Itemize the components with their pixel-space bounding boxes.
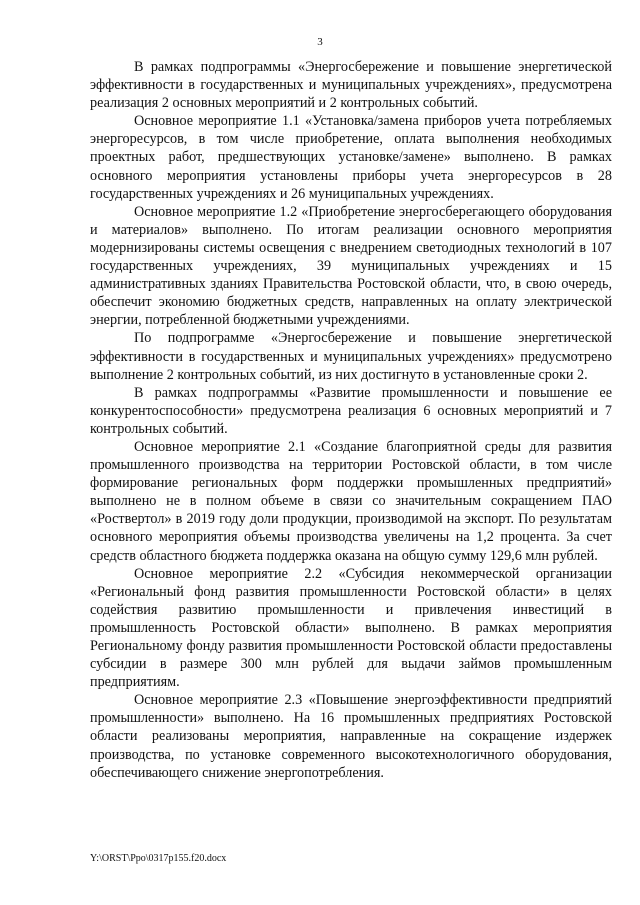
paragraph-measure-2-3: Основное мероприятие 2.3 «Повышение энергоэффективности предприятий промышленности» выполнено. На 16 промышленных предприятиях Ростовской области реализованы мероприятия, направленные на сокращение издержек производства, по установке современного высокотехнологичного оборудования, обеспечивающего снижение энергопотребления. <box>90 692 612 781</box>
document-body <box>90 58 612 782</box>
paragraph-industry-subprogram: В рамках подпрограммы «Развитие промышленности и повышение ее конкурентоспособности» предусмотрена реализация 6 основных мероприятий и 7 контрольных событий. <box>90 384 612 437</box>
paragraph-measure-2-2: Основное мероприятие 2.2 «Субсидия некоммерческой организации «Региональный фонд развития промышленности Ростовской области» в целях содействия развитию промышленности и привлечения инвестиций в промышленность Ростовской области» выполнено. В рамках мероприятия Региональному фонду развития промышленности Ростовской области предоставлены субсидии в размере 300 млн рублей для выдачи займов промышленным предприятиям. <box>90 565 612 691</box>
paragraph-control-events: По подпрограмме «Энергосбережение и повышение энергетической эффективности в государственных и муниципальных учреждениях» предусмотрено выполнение 2 контрольных событий, из них достигнуто в установленные сроки 2. <box>90 330 612 383</box>
paragraph-energy-subprogram: В рамках подпрограммы «Энергосбережение и повышение энергетической эффективности в государственных и муниципальных учреждениях», предусмотрена реализация 2 основных мероприятий и 2 контрольных событий. <box>90 59 612 112</box>
page-number: 3 <box>317 36 323 48</box>
paragraph-measure-1-1: Основное мероприятие 1.1 «Установка/замена приборов учета потребляемых энергоресурсов, в том числе приобретение, оплата выполнения необходимых проектных работ, предшествующих установке/замене» выполнено. В рамках основного мероприятия установлены приборы учета энергоресурсов в 28 государственных учреждениях и 26 муниципальных учреждениях. <box>90 113 612 202</box>
paragraph-measure-2-1: Основное мероприятие 2.1 «Создание благоприятной среды для развития промышленного производства на территории Ростовской области, в том числе формирование региональных форм поддержки промышленных предприятий» выполнено не в полном объеме в связи со значительным сокращением ПАО «Роствертол» в 2019 году доли продукции, производимой на экспорт. По результатам основного мероприятия объемы производства увеличены на 1,2 процента. За счет средств областного бюджета поддержка оказана на общую сумму 129,6 млн рублей. <box>90 438 612 564</box>
paragraph-measure-1-2: Основное мероприятие 1.2 «Приобретение энергосберегающего оборудования и материалов» выполнено. По итогам реализации основного мероприятия модернизированы системы освещения с внедрением светодиодных технологий в 107 государственных учреждениях, 39 муниципальных учреждениях и 15 административных зданиях Правительства Ростовской области, что, в свою очередь, обеспечит экономию бюджетных средств, направленных на оплату электрической энергии, потребленной бюджетными учреждениями. <box>90 203 612 329</box>
footer-file-path: Y:\ORST\Ppo\0317p155.f20.docx <box>90 853 227 864</box>
